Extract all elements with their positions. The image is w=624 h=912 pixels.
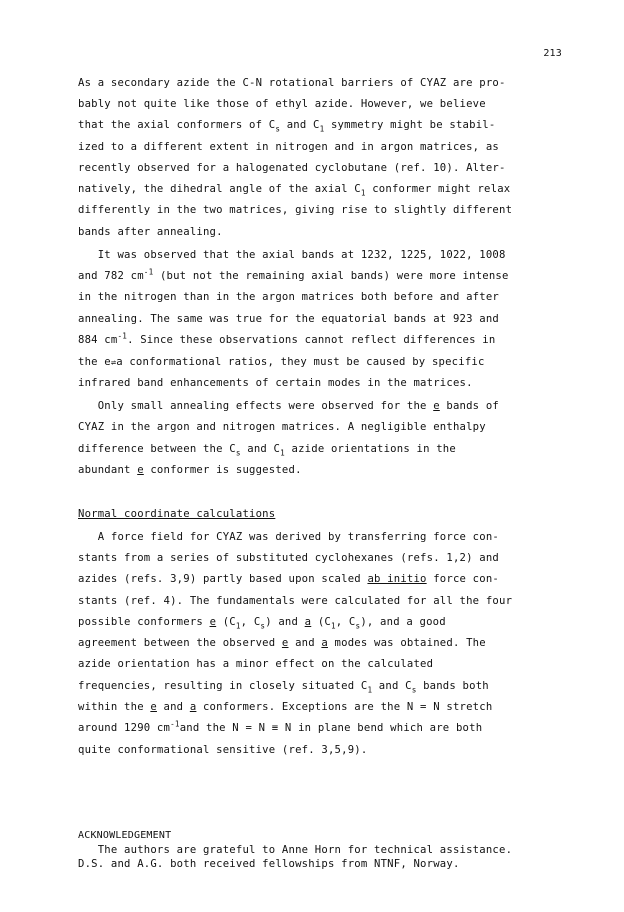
text-line: bably not quite like those of ethyl azide. However, we believe <box>78 98 486 110</box>
text-line: stants (ref. 4). The fundamentals were calculated for all the four <box>78 595 513 607</box>
text-segment: azides (refs. 3,9) partly based upon scaled <box>78 573 368 585</box>
text-segment: (but not the remaining axial bands) were more intense <box>153 270 509 282</box>
superscript: -1 <box>143 267 154 277</box>
text-line <box>78 574 499 585</box>
underlined-term: a <box>304 616 312 628</box>
section-heading: Normal coordinate calculations <box>78 508 276 520</box>
text-line: A force field for CYAZ was derived by transferring force con- <box>78 531 499 543</box>
text-segment: (C <box>216 616 236 628</box>
text-segment: 884 cm <box>78 334 118 346</box>
text-segment: azide orientations in the <box>284 443 456 455</box>
text-segment: and the N = N ≡ N in plane bend which are both <box>179 722 483 734</box>
text-segment: modes was obtained. The <box>327 637 486 649</box>
text-segment: and C <box>372 680 412 692</box>
text-line <box>78 357 485 368</box>
equilibrium-symbol: ⇌ <box>110 357 117 367</box>
text-line: quite conformational sensitive (ref. 3,5,9). <box>78 744 368 756</box>
text-segment: frequencies, resulting in closely situated C <box>78 680 368 692</box>
text-segment: , C <box>240 616 261 628</box>
text-segment: and 782 cm <box>78 270 144 282</box>
text-segment: and <box>288 637 322 649</box>
text-line <box>78 119 496 134</box>
text-segment: ), and a good <box>360 616 446 628</box>
subscript: 1 <box>360 188 366 198</box>
subscript: 1 <box>235 621 241 631</box>
text-segment: (C <box>311 616 331 628</box>
underlined-term: a <box>321 637 328 649</box>
text-segment: bands both <box>416 680 489 692</box>
text-line <box>78 719 483 734</box>
text-line: infrared band enhancements of certain modes in the matrices. <box>78 377 473 389</box>
text-line: stants from a series of substituted cyclohexanes (refs. 1,2) and <box>78 552 499 564</box>
text-line <box>78 465 302 476</box>
text-segment: ) and <box>265 616 305 628</box>
text-line: As a secondary azide the C-N rotational barriers of CYAZ are pro- <box>78 77 506 89</box>
underlined-term: ab initio <box>367 573 427 585</box>
text-segment: Only small annealing effects were observed for the <box>78 400 434 412</box>
text-segment: conformer might relax <box>365 183 511 195</box>
text-segment: force con- <box>426 573 499 585</box>
text-segment: symmetry might be stabil- <box>324 119 496 131</box>
text-segment: agreement between the observed <box>78 637 282 649</box>
underlined-term: e <box>281 637 289 649</box>
text-segment: within the <box>78 701 151 713</box>
text-segment: a conformational ratios, they must be caused by specific <box>116 356 485 368</box>
text-segment: bands of <box>439 400 499 412</box>
text-line: D.S. and A.G. both received fellowships from NTNF, Norway. <box>78 858 460 870</box>
text-line <box>78 267 509 282</box>
text-line <box>78 443 456 458</box>
subscript: 1 <box>319 124 325 134</box>
underlined-term: e <box>137 464 144 476</box>
text-segment: natively, the dihedral angle of the axial C <box>78 183 361 195</box>
text-line: azide orientation has a minor effect on the calculated <box>78 658 434 670</box>
acknowledgement-heading: ACKNOWLEDGEMENT <box>78 830 172 841</box>
text-line <box>78 638 486 649</box>
text-segment: and <box>156 701 190 713</box>
superscript: -1 <box>117 331 128 341</box>
underlined-term: e <box>433 400 440 412</box>
text-line: CYAZ in the argon and nitrogen matrices. A negligible enthalpy <box>78 421 486 433</box>
subscript: s <box>355 621 361 631</box>
text-line: differently in the two matrices, giving rise to slightly different <box>78 204 513 216</box>
underlined-term: a <box>189 701 197 713</box>
text-line <box>78 702 492 713</box>
text-segment: possible conformers <box>78 616 210 628</box>
text-line: It was observed that the axial bands at 1232, 1225, 1022, 1008 <box>78 249 506 261</box>
text-line: The authors are grateful to Anne Horn for technical assistance. <box>78 844 513 856</box>
text-segment: , C <box>335 616 356 628</box>
text-segment: abundant <box>78 464 138 476</box>
text-segment: that the axial conformers of C <box>78 119 276 131</box>
text-segment: conformer is suggested. <box>143 464 302 476</box>
subscript: s <box>275 124 281 134</box>
text-segment: . Since these observations cannot reflect differences in <box>127 334 496 346</box>
text-line <box>78 331 496 346</box>
text-segment: and C <box>240 443 281 455</box>
subscript: s <box>235 448 241 458</box>
text-segment: conformers. Exceptions are the N = N stretch <box>196 701 493 713</box>
text-line: in the nitrogen than in the argon matrices both before and after <box>78 291 499 303</box>
subscript: 1 <box>280 448 285 458</box>
underlined-term: e <box>209 616 217 628</box>
text-segment: difference between the C <box>78 443 236 455</box>
subscript: s <box>411 685 417 695</box>
subscript: s <box>260 621 266 631</box>
text-line <box>78 401 499 412</box>
text-segment: and C <box>280 119 320 131</box>
subscript: 1 <box>330 621 336 631</box>
text-segment: the e <box>78 356 111 368</box>
text-line: recently observed for a halogenated cyclobutane (ref. 10). Alter- <box>78 162 506 174</box>
text-line <box>78 680 489 695</box>
text-line: annealing. The same was true for the equatorial bands at 923 and <box>78 313 499 325</box>
text-line: ized to a different extent in nitrogen and in argon matrices, as <box>78 141 499 153</box>
page-number: 213 <box>543 48 562 59</box>
text-line: bands after annealing. <box>78 226 223 238</box>
text-line <box>78 183 511 198</box>
superscript: -1 <box>170 719 180 729</box>
text-line <box>78 616 446 631</box>
text-segment: around 1290 cm <box>78 722 171 734</box>
underlined-term: e <box>150 701 157 713</box>
subscript: 1 <box>367 685 373 695</box>
